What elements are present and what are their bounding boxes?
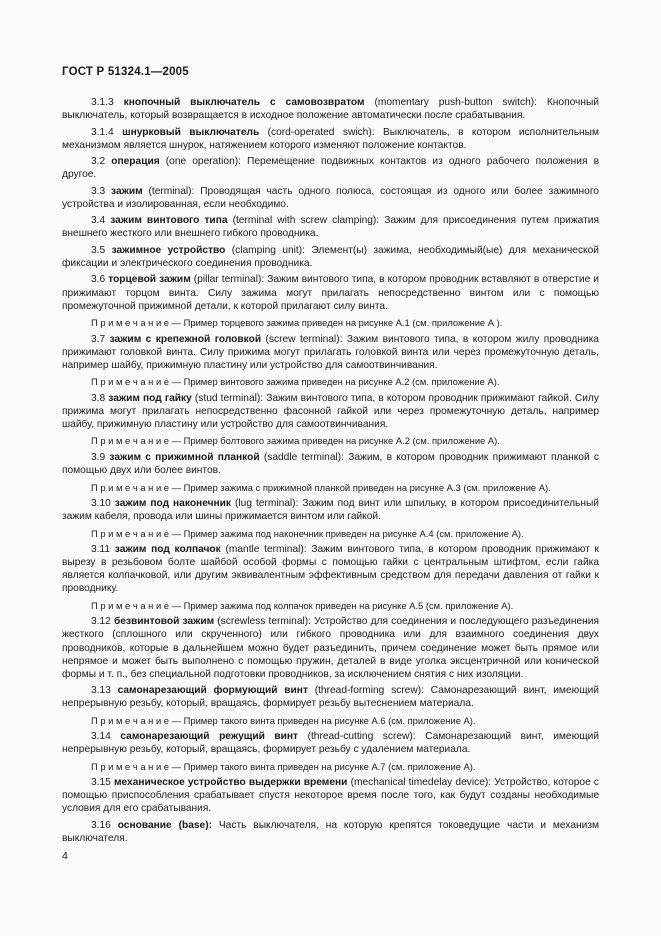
definition-paragraph: [62, 730, 599, 756]
note-label: П р и м е ч а н и е: [91, 376, 170, 388]
definition-text: Часть выключателя, на которую крепятся токоведущие части и механизм выключателя.: [62, 819, 599, 845]
definition-paragraph: [62, 776, 599, 815]
term: кнопочный выключатель с самовозвратом: [123, 97, 365, 108]
definition-paragraph: [62, 615, 599, 680]
definition-text: (lug terminal): Зажим под винт или шпильку, в котором присоединительный зажим кабеля, провода или шины прижимается винтом или гайкой.: [62, 498, 599, 523]
clause-number: 3.15: [91, 777, 111, 789]
document-header: ГОСТ Р 51324.1—2005: [62, 66, 189, 78]
note-paragraph: [62, 481, 599, 494]
note-label: П р и м е ч а н и е: [91, 599, 170, 611]
definition-text: (mechanical timedelay device): Устройство, которое с помощью приспособления срабатывает спустя некоторое время после того, как будут созданы необходимые условия для его срабатывания.: [62, 777, 599, 815]
definition-text: (terminal): Проводящая часть одного полюса, состоящая из одного или более зажимного устройства и изолированная, если необходимо.: [62, 185, 599, 210]
note-text: — Пример зажима под наконечник приведен на рисунке А.4 (см. приложение А).: [169, 527, 524, 539]
note-label: П р и м е ч а н и е: [91, 527, 170, 539]
definition-paragraph: [62, 185, 599, 211]
note-text: — Пример винтового зажима приведен на рисунке А.2 (см. приложение А).: [169, 376, 500, 388]
clause-number: 3.7: [91, 333, 106, 345]
definition-paragraph: [62, 96, 599, 122]
note-text: — Пример зажима под колпачок приведен на рисунке А.5 (см. приложение А).: [169, 599, 514, 611]
definition-paragraph: [62, 497, 599, 523]
clause-number: 3.10: [91, 498, 111, 509]
term: самонарезающий формующий винт: [117, 685, 308, 697]
term: зажим винтового типа: [110, 215, 228, 227]
note-label: П р и м е ч а н и е: [91, 714, 170, 726]
definition-paragraph: [62, 333, 599, 372]
clause-number: 3.1.3: [91, 97, 114, 108]
note-paragraph: [62, 714, 599, 727]
term: безвинтовой зажим: [113, 616, 215, 628]
clause-number: 3.4: [91, 215, 106, 227]
note-paragraph: [62, 316, 599, 329]
note-paragraph: [62, 527, 599, 540]
note-text: — Пример зажима с прижимной планкой приведен на рисунке А.3 (см. приложение А).: [169, 481, 551, 493]
definition-paragraph: [62, 155, 599, 181]
clause-number: 3.9: [91, 451, 106, 463]
document-body: [62, 96, 599, 849]
note-label: П р и м е ч а н и е: [91, 435, 170, 447]
clause-number: 3.16: [91, 819, 111, 831]
clause-number: 3.1.4: [91, 126, 114, 138]
term: зажим с прижимной планкой: [109, 451, 260, 463]
definition-text: (clamping unit): Элемент(ы) зажима, необходимый(ые) для механической фиксации и электрического соединения проводника.: [62, 244, 599, 269]
term: зажим под гайку: [108, 392, 192, 404]
term: операция: [111, 156, 160, 168]
note-text: — Пример такого винта приведен на рисунке А.7 (см. приложение А).: [169, 760, 476, 772]
definition-paragraph: [62, 543, 599, 595]
note-text: — Пример такого винта приведен на рисунке А.6 (см. приложение А).: [169, 714, 476, 726]
note-label: П р и м е ч а н и е: [91, 317, 170, 329]
definition-paragraph: [62, 819, 599, 845]
term: механическое устройство выдержки времени: [113, 777, 348, 789]
note-label: П р и м е ч а н и е: [91, 481, 170, 493]
definition-text: (one operation): Перемещение подвижных контактов из одного рабочего положения в другое.: [62, 156, 599, 181]
definition-text: (momentary push-button switch): Кнопочный выключатель, который возвращается в исходное положение автоматически после срабатывания.: [62, 97, 599, 122]
definition-text: (terminal with screw clamping): Зажим для присоединения путем прижатия внешнего жесткого или внешнего гибкого проводника.: [62, 215, 599, 240]
clause-number: 3.3: [91, 185, 106, 197]
note-label: П р и м е ч а н и е: [91, 760, 170, 772]
term: зажим с крепежной головкой: [109, 333, 262, 345]
note-text: — Пример болтового зажима приведен на рисунке А.2 (см. приложение А).: [169, 435, 500, 447]
note-paragraph: [62, 599, 599, 612]
clause-number: 3.13: [91, 685, 111, 697]
term: зажим: [111, 185, 143, 197]
definition-paragraph: [62, 684, 599, 710]
definition-paragraph: [62, 244, 599, 270]
definition-text: (screw terminal): Зажим винтового типа, в котором жилу проводника прижимают головкой винта. Силу прижима могут прилагать головкой винта или через промежуточную деталь, например шайбу, прижимную пластину или устройство для самоотвинчивания.: [62, 333, 599, 371]
clause-number: 3.11: [91, 544, 111, 556]
note-paragraph: [62, 760, 599, 773]
clause-number: 3.6: [91, 274, 106, 286]
definition-paragraph: [62, 392, 599, 431]
definition-paragraph: [62, 451, 599, 477]
note-paragraph: [62, 434, 599, 447]
clause-number: 3.8: [91, 392, 106, 404]
definition-text: (cord-operated swich): Выключатель, в котором исполнительным механизмом является шнурок, натяжением которого изменяют положение контактов.: [62, 126, 599, 151]
term: зажим под колпачок: [114, 544, 221, 556]
definition-paragraph: [62, 126, 599, 152]
clause-number: 3.5: [91, 244, 106, 256]
clause-number: 3.2: [91, 156, 106, 168]
term: шнурковый выключатель: [122, 126, 260, 138]
definition-text: (thread-cutting screw): Самонарезающий винт, имеющий непрерывную резьбу, который, вращаясь, формирует резьбу с удалением материала.: [62, 731, 599, 756]
note-paragraph: [62, 375, 599, 388]
definition-text: (thread-forming screw): Самонарезающий винт, имеющий непрерывную резьбу, который, вращаясь, формирует резьбу вытеснением материала.: [62, 685, 599, 710]
definition-text: (screwless terminal): Устройство для соединения и последующего разъединения жесткого (сплошного или скрученного) или гибкого проводника или для взаимного соединения двух проводников, которые в дальнейшем можно будет разъединить, причем соединение может быть прямое или непрямое и может быть выполнено с помощью пружин, деталей в виде уголка эксцентричной или конической формы и т. п., без специальной подготовки проводников, за исключением снятия с них изоляции.: [62, 616, 599, 680]
definition-text: (stud terminal): Зажим винтового типа, в котором проводник прижимают гайкой. Силу прижима могут прилагать непосредственно фасонной гайкой или через промежуточную деталь, например шайбу, прижимную пластину или устройство для самоотвинчивания.: [62, 392, 599, 430]
definition-paragraph: [62, 273, 599, 312]
definition-text: (pillar terminal): Зажим винтового типа, в котором проводник вставляют в отверстие и прижимают торцом винта. Силу зажима могут прилагать непосредственно винтом или с помощью промежуточной прижимной детали, к которой прилагают силу винта.: [62, 274, 599, 312]
clause-number: 3.12: [91, 616, 111, 628]
term: торцевой зажим: [108, 274, 191, 286]
term: основание (base):: [117, 819, 213, 831]
term: самонарезающий режущий винт: [120, 731, 299, 743]
clause-number: 3.14: [91, 731, 111, 743]
definition-paragraph: [62, 214, 599, 240]
definition-text: (mantle terminal): Зажим винтового типа, в котором проводник прижимают к вырезу в резьбовом болте шайбой особой формы с помощью гайки с центральным штифтом, если гайка является колпачковой, или другим эквивалентным эффективным средством для передачи давления от гайки к проводнику.: [62, 544, 599, 595]
term: зажим под наконечник: [114, 498, 232, 509]
note-text: — Пример торцевого зажима приведен на рисунке А.1 (см. приложение А ).: [169, 317, 503, 329]
definition-text: (saddle terminal): Зажим, в котором проводник прижимают планкой с помощью двух или более винтов.: [62, 451, 599, 477]
term: зажимное устройство: [111, 244, 226, 256]
page-number: 4: [62, 850, 68, 862]
